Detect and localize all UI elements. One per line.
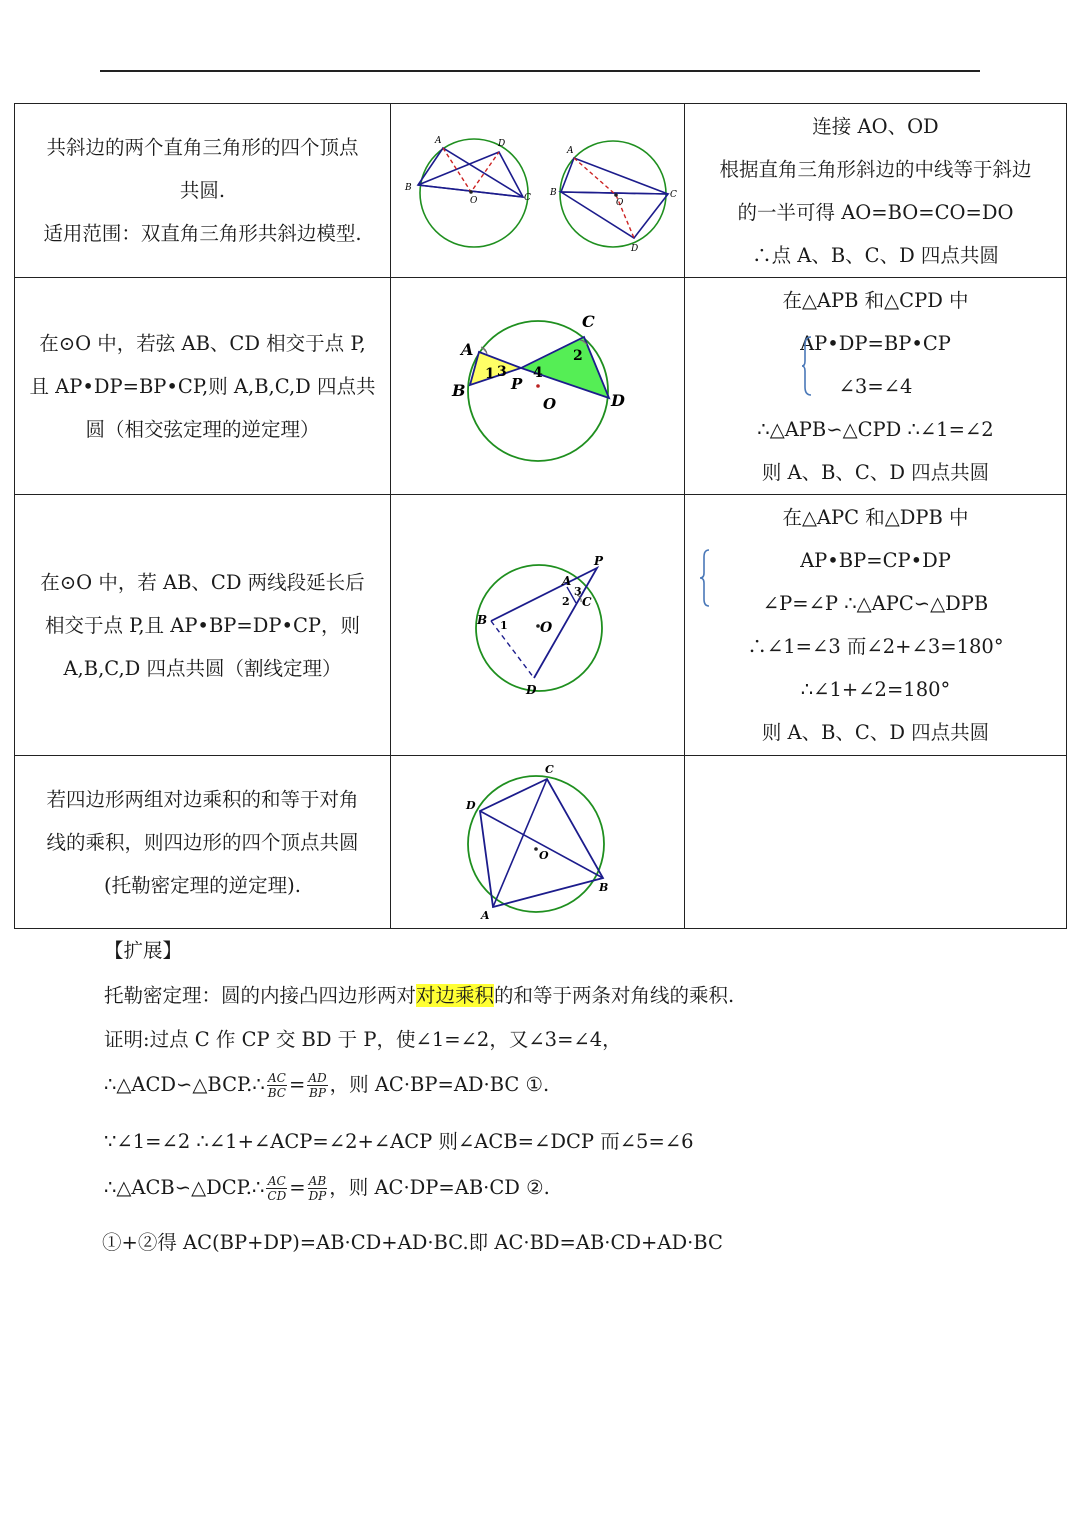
text-line: 在△APB 和△CPD 中 [782, 288, 969, 312]
circle-o [476, 565, 602, 691]
text-line: 共斜边的两个直角三角形的四个顶点 [46, 136, 359, 159]
row4-condition [15, 756, 391, 929]
text-line: A,B,C,D 四点共圆（割线定理） [63, 656, 342, 680]
text-line: 根据直角三角形斜边的中线等于斜边 [719, 157, 1032, 181]
proof-line-3: ∵∠1=∠2 ∴∠1+∠ACP=∠2+∠ACP 则∠ACB=∠DCP 而∠5=∠6 [104, 1130, 694, 1153]
fraction: $\frac{AD}{BP}$ [308, 1071, 327, 1100]
text-line: 在⊙O 中，若弦 AB、CD 相交于点 P, [39, 331, 366, 355]
text-line: 共圆. [179, 179, 226, 202]
brace-icon [801, 335, 813, 397]
label-c: C [670, 189, 677, 200]
intersecting-chords-figure [391, 281, 685, 491]
quadrilateral-abcd [480, 779, 603, 907]
label-d: D [611, 391, 625, 410]
table-row [15, 104, 1067, 278]
row3-proof [685, 495, 1067, 756]
text-line: 则 A、B、C、D 四点共圆 [761, 460, 990, 484]
label-a: A [562, 573, 572, 588]
proof-text: ，则 AC·DP=AB·CD ②. [329, 1176, 550, 1199]
proof-line-1: 证明:过点 C 作 CP 交 BD 于 P，使∠1=∠2，又∠3=∠4， [104, 1028, 622, 1051]
text-line: AP•DP=BP•CP [800, 331, 951, 355]
ptolemy-figure [391, 757, 685, 927]
row4-proof-empty [685, 756, 1067, 929]
label-b: B [405, 182, 412, 193]
double-right-triangle-figure [391, 106, 685, 276]
brace-icon [699, 548, 711, 608]
label-d: D [466, 799, 476, 812]
label-o: O [543, 395, 557, 413]
triangle-abc-left [418, 148, 523, 197]
label-angle-3: 3 [497, 364, 507, 380]
equals-sign: = [289, 1176, 306, 1199]
text-line: 线的乘积，则四边形的四个顶点共圆 [46, 830, 359, 854]
row3-condition [15, 495, 391, 756]
text-line: ∴点 A、B、C、D 四点共圆 [752, 243, 999, 267]
label-angle-2: 2 [562, 594, 570, 608]
label-angle-4: 4 [533, 365, 543, 381]
label-o: O [540, 619, 553, 636]
label-a: A [481, 909, 490, 922]
proof-text: ，则 AC·BP=AD·BC ①. [329, 1073, 550, 1096]
table-row [15, 278, 1067, 495]
label-o: O [616, 197, 624, 208]
text-line: ∴△APB∽△CPD ∴∠1=∠2 [757, 417, 994, 441]
label-o: O [470, 195, 478, 206]
proof-text: ∴△ACB∽△DCP.∴ [104, 1176, 265, 1199]
text-line: ∠3=∠4 [838, 374, 913, 398]
label-o: O [539, 849, 549, 862]
row3-figure [391, 495, 685, 756]
label-d: D [631, 243, 639, 254]
text-line: 则 A、B、C、D 四点共圆 [761, 721, 990, 744]
header-rule [100, 70, 980, 72]
label-c: C [545, 763, 554, 776]
text-line: ∴∠1=∠3 而∠2+∠3=180° [747, 635, 1004, 658]
text-line: 圆（相交弦定理的逆定理） [85, 417, 320, 441]
theorem-text: 的和等于两条对角线的乘积. [494, 984, 735, 1007]
equals-sign: = [289, 1073, 306, 1096]
label-c: C [582, 594, 592, 609]
proof-text: ∴△ACD∽△BCP.∴ [104, 1073, 265, 1096]
label-a: A [435, 135, 442, 146]
row1-figure [391, 104, 685, 278]
text-line: 适用范围：双直角三角形共斜边模型. [43, 222, 362, 245]
text-line: ∴∠1+∠2=180° [800, 678, 951, 701]
text-line: 连接 AO、OD [812, 114, 939, 138]
label-a: A [461, 340, 474, 359]
dashed-bd [491, 618, 534, 678]
label-b: B [550, 187, 557, 198]
secant-figure [391, 498, 685, 753]
fraction: $\frac{AC}{BC}$ [267, 1071, 286, 1100]
theorem-table [14, 103, 1067, 929]
table-row [15, 756, 1067, 929]
label-b: B [477, 612, 488, 627]
text-line: 在⊙O 中，若 AB、CD 两线段延长后 [40, 570, 365, 594]
row2-figure [391, 278, 685, 495]
fraction: $\frac{AC}{CD}$ [267, 1174, 287, 1203]
label-a: A [567, 145, 574, 156]
text-line: (托勒密定理的逆定理). [104, 873, 301, 897]
label-c: C [582, 312, 595, 331]
label-angle-1: 1 [500, 618, 508, 632]
highlighted-text: 对边乘积 [416, 984, 495, 1007]
proof-line-2 [104, 1069, 549, 1100]
text-line: 的一半可得 AO=BO=CO=DO [737, 200, 1014, 224]
proof-line-4 [104, 1172, 550, 1203]
label-angle-1: 1 [485, 366, 495, 382]
label-d: D [526, 682, 537, 697]
label-angle-2: 2 [573, 348, 583, 364]
triangle-abc-right [561, 158, 668, 194]
text-line: 若四边形两组对边乘积的和等于对角 [46, 787, 359, 811]
text-line: 在△APC 和△DPB 中 [782, 506, 969, 529]
proof-line-5: ①+②得 AC(BP+DP)=AB·CD+AD·BC.即 AC·BD=AB·CD+AD·BC [102, 1231, 723, 1254]
theorem-text: 托勒密定理：圆的内接凸四边形两对 [104, 984, 417, 1007]
label-b: B [599, 881, 609, 894]
row2-condition [15, 278, 391, 495]
label-p: P [511, 375, 523, 393]
text-line: AP•BP=CP•DP [800, 549, 951, 572]
table-row [15, 495, 1067, 756]
text-line: 且 AP•DP=BP•CP,则 A,B,C,D 四点共 [29, 374, 376, 398]
extension-heading: 【扩展】 [104, 939, 183, 962]
fraction: $\frac{AB}{DP}$ [308, 1174, 327, 1203]
row1-proof [685, 104, 1067, 278]
text-line: ∠P=∠P ∴△APC∽△DPB [762, 592, 989, 615]
label-d: D [498, 138, 506, 149]
label-b: B [452, 381, 466, 400]
row1-condition [15, 104, 391, 278]
ptolemy-theorem [104, 980, 734, 1008]
text-line: 相交于点 P,且 AP•BP=DP•CP，则 [44, 613, 361, 637]
row4-figure [391, 756, 685, 929]
label-angle-3: 3 [574, 584, 582, 598]
label-c: C [524, 192, 531, 203]
circle-left [420, 139, 528, 247]
row2-proof [685, 278, 1067, 495]
label-p: P [594, 553, 604, 568]
